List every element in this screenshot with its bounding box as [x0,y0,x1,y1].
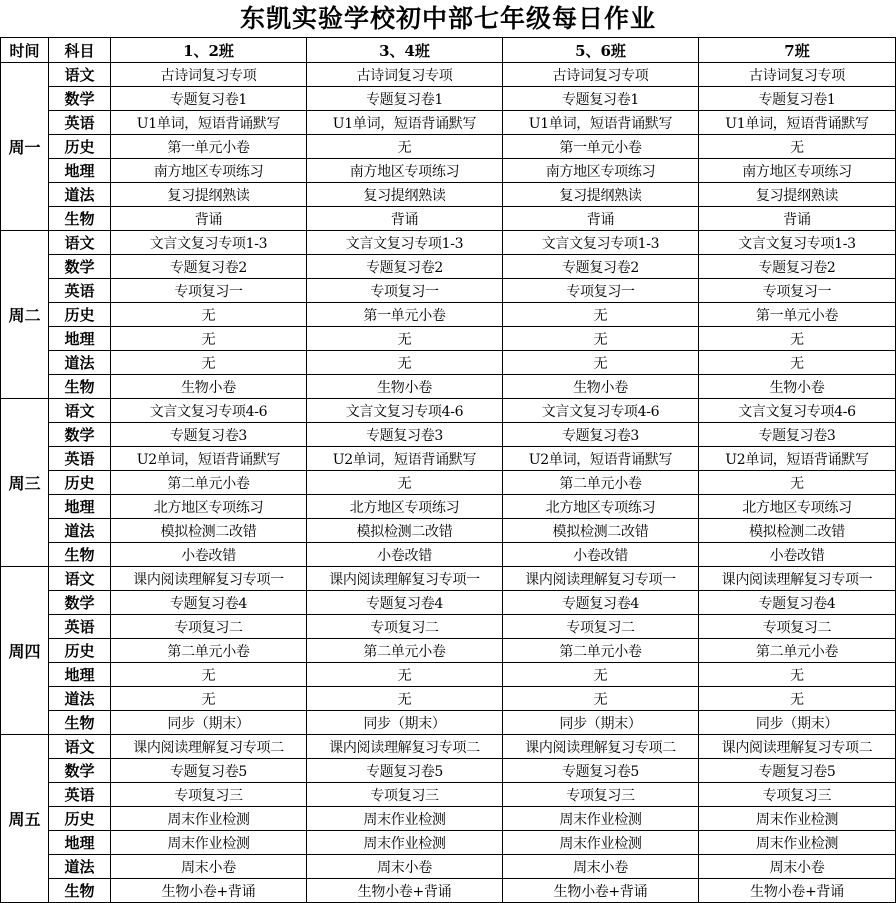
table-row [1,663,896,687]
subject-label: 数学 [49,759,111,783]
homework-cell: 第一单元小卷 [503,135,699,159]
table-row [1,687,896,711]
homework-cell: 北方地区专项练习 [111,495,307,519]
homework-cell: 文言文复习专项1-3 [307,231,503,255]
homework-cell: 专项复习三 [111,783,307,807]
subject-label: 地理 [49,159,111,183]
table-row [1,231,896,255]
homework-cell: 专题复习卷4 [307,591,503,615]
subject-label: 英语 [49,615,111,639]
homework-cell: 南方地区专项练习 [503,159,699,183]
subject-label: 生物 [49,375,111,399]
homework-cell: 无 [503,351,699,375]
homework-cell: 生物小卷 [307,375,503,399]
column-header-time: 时间 [1,38,49,63]
homework-cell: 同步（期末） [503,711,699,735]
homework-cell: 周末作业检测 [111,831,307,855]
subject-label: 英语 [49,447,111,471]
homework-cell: 专题复习卷3 [699,423,896,447]
homework-cell: 专项复习一 [699,279,896,303]
subject-label: 生物 [49,207,111,231]
homework-cell: 无 [503,663,699,687]
homework-cell: 周末小卷 [503,855,699,879]
table-row [1,351,896,375]
table-row [1,207,896,231]
subject-label: 生物 [49,711,111,735]
homework-cell: 无 [699,687,896,711]
homework-cell: 文言文复习专项1-3 [699,231,896,255]
homework-cell: U1单词，短语背诵默写 [307,111,503,135]
homework-cell: 无 [503,327,699,351]
homework-cell: U1单词，短语背诵默写 [503,111,699,135]
homework-cell: 专题复习卷5 [503,759,699,783]
homework-cell: 生物小卷 [503,375,699,399]
homework-cell: 第一单元小卷 [307,303,503,327]
homework-cell: 专题复习卷1 [699,87,896,111]
subject-label: 历史 [49,135,111,159]
homework-cell: 专项复习二 [111,615,307,639]
subject-label: 道法 [49,687,111,711]
homework-cell: 专题复习卷3 [503,423,699,447]
homework-cell: 专项复习二 [307,615,503,639]
subject-label: 数学 [49,423,111,447]
page-title: 东凯实验学校初中部七年级每日作业 [239,4,656,33]
homework-cell: 小卷改错 [111,543,307,567]
homework-cell: 课内阅读理解复习专项一 [307,567,503,591]
table-row [1,63,896,87]
homework-cell: 周末作业检测 [307,831,503,855]
table-row [1,567,896,591]
homework-cell: 文言文复习专项4-6 [111,399,307,423]
homework-cell: 周末小卷 [699,855,896,879]
homework-cell: 专题复习卷1 [503,87,699,111]
homework-cell: 第二单元小卷 [307,639,503,663]
day-label: 周三 [1,399,49,567]
homework-cell: 生物小卷+背诵 [307,879,503,903]
table-header-row [1,38,896,63]
homework-cell: 古诗词复习专项 [307,63,503,87]
subject-label: 历史 [49,303,111,327]
homework-cell: 专题复习卷2 [111,255,307,279]
homework-cell: 同步（期末） [699,711,896,735]
homework-cell: 无 [307,663,503,687]
homework-cell: 专题复习卷3 [307,423,503,447]
homework-cell: 生物小卷+背诵 [503,879,699,903]
homework-cell: 北方地区专项练习 [503,495,699,519]
homework-cell: 生物小卷 [111,375,307,399]
homework-cell: U2单词，短语背诵默写 [307,447,503,471]
homework-cell: 生物小卷 [699,375,896,399]
day-label: 周五 [1,735,49,903]
homework-cell: 文言文复习专项4-6 [503,399,699,423]
homework-cell: 课内阅读理解复习专项二 [699,735,896,759]
homework-cell: 专题复习卷3 [111,423,307,447]
homework-cell: 第一单元小卷 [111,135,307,159]
homework-cell: 古诗词复习专项 [503,63,699,87]
day-label: 周四 [1,567,49,735]
homework-cell: 复习提纲熟读 [503,183,699,207]
table-row [1,711,896,735]
table-row [1,375,896,399]
subject-label: 地理 [49,327,111,351]
column-header-class-3-4: 3、4班 [307,38,503,63]
homework-cell: 无 [111,351,307,375]
homework-cell: 小卷改错 [503,543,699,567]
homework-cell: 无 [307,351,503,375]
homework-cell: 文言文复习专项4-6 [699,399,896,423]
subject-label: 数学 [49,591,111,615]
homework-cell: 南方地区专项练习 [111,159,307,183]
table-row [1,303,896,327]
homework-cell: 无 [111,303,307,327]
homework-cell: 古诗词复习专项 [699,63,896,87]
day-label: 周一 [1,63,49,231]
homework-cell: 周末作业检测 [111,807,307,831]
homework-cell: 第二单元小卷 [111,471,307,495]
homework-cell: 专项复习三 [699,783,896,807]
table-body [1,63,896,903]
column-header-class-1-2: 1、2班 [111,38,307,63]
homework-cell: 生物小卷+背诵 [111,879,307,903]
table-row [1,255,896,279]
homework-cell: 第二单元小卷 [699,639,896,663]
table-row [1,135,896,159]
homework-cell: 专题复习卷5 [699,759,896,783]
table-row [1,87,896,111]
column-header-class-5-6: 5、6班 [503,38,699,63]
subject-label: 历史 [49,471,111,495]
homework-cell: 无 [307,687,503,711]
homework-cell: 无 [111,327,307,351]
homework-cell: 复习提纲熟读 [699,183,896,207]
table-row [1,519,896,543]
homework-cell: 专项复习一 [111,279,307,303]
homework-cell: 周末小卷 [111,855,307,879]
homework-cell: 专题复习卷5 [111,759,307,783]
homework-cell: U1单词，短语背诵默写 [111,111,307,135]
homework-cell: 无 [307,471,503,495]
subject-label: 语文 [49,567,111,591]
homework-cell: 专题复习卷5 [307,759,503,783]
table-row [1,591,896,615]
homework-cell: 课内阅读理解复习专项二 [307,735,503,759]
homework-cell: 北方地区专项练习 [699,495,896,519]
subject-label: 英语 [49,279,111,303]
table-row [1,471,896,495]
subject-label: 地理 [49,495,111,519]
homework-cell: 同步（期末） [111,711,307,735]
table-row [1,183,896,207]
homework-cell: U2单词，短语背诵默写 [503,447,699,471]
subject-label: 道法 [49,351,111,375]
homework-cell: 无 [307,327,503,351]
homework-cell: 课内阅读理解复习专项一 [699,567,896,591]
homework-cell: 背诵 [699,207,896,231]
subject-label: 英语 [49,111,111,135]
homework-cell: 无 [503,687,699,711]
table-row [1,639,896,663]
homework-cell: 课内阅读理解复习专项一 [503,567,699,591]
subject-label: 语文 [49,399,111,423]
homework-cell: 第二单元小卷 [111,639,307,663]
homework-cell: 课内阅读理解复习专项二 [111,735,307,759]
subject-label: 道法 [49,183,111,207]
homework-cell: 课内阅读理解复习专项二 [503,735,699,759]
table-row [1,423,896,447]
subject-label: 历史 [49,639,111,663]
table-row [1,783,896,807]
table-row [1,399,896,423]
table-row [1,279,896,303]
homework-cell: 专项复习三 [503,783,699,807]
table-row [1,855,896,879]
homework-cell: 无 [503,303,699,327]
homework-cell: 专项复习二 [503,615,699,639]
homework-cell: 周末作业检测 [699,807,896,831]
homework-cell: 专题复习卷2 [307,255,503,279]
homework-cell: 背诵 [503,207,699,231]
homework-cell: 文言文复习专项1-3 [503,231,699,255]
homework-cell: U2单词，短语背诵默写 [111,447,307,471]
homework-cell: 文言文复习专项1-3 [111,231,307,255]
table-row [1,327,896,351]
homework-cell: 小卷改错 [307,543,503,567]
table-row [1,615,896,639]
homework-cell: 无 [111,687,307,711]
subject-label: 历史 [49,807,111,831]
table-row [1,807,896,831]
homework-cell: 南方地区专项练习 [307,159,503,183]
homework-cell: 专题复习卷2 [503,255,699,279]
subject-label: 道法 [49,855,111,879]
homework-cell: 无 [699,327,896,351]
table-row [1,759,896,783]
subject-label: 数学 [49,87,111,111]
table-row [1,831,896,855]
homework-cell: 周末作业检测 [503,807,699,831]
homework-cell: 专题复习卷4 [503,591,699,615]
homework-cell: 模拟检测二改错 [307,519,503,543]
homework-cell: 周末作业检测 [503,831,699,855]
homework-cell: 文言文复习专项4-6 [307,399,503,423]
subject-label: 生物 [49,543,111,567]
homework-cell: 无 [699,471,896,495]
homework-cell: 小卷改错 [699,543,896,567]
homework-cell: 古诗词复习专项 [111,63,307,87]
subject-label: 语文 [49,63,111,87]
homework-cell: 周末作业检测 [699,831,896,855]
table-row [1,735,896,759]
homework-cell: 专题复习卷2 [699,255,896,279]
homework-cell: 第一单元小卷 [699,303,896,327]
homework-cell: 专项复习一 [503,279,699,303]
subject-label: 数学 [49,255,111,279]
homework-cell: 同步（期末） [307,711,503,735]
homework-cell: 无 [111,663,307,687]
table-row [1,495,896,519]
subject-label: 地理 [49,831,111,855]
homework-cell: 周末小卷 [307,855,503,879]
homework-cell: 生物小卷+背诵 [699,879,896,903]
homework-cell: 专项复习一 [307,279,503,303]
column-header-class-7: 7班 [699,38,896,63]
subject-label: 地理 [49,663,111,687]
subject-label: 生物 [49,879,111,903]
homework-cell: 模拟检测二改错 [699,519,896,543]
column-header-subject: 科目 [49,38,111,63]
homework-cell: 无 [699,663,896,687]
homework-cell: 专项复习三 [307,783,503,807]
homework-cell: 无 [307,135,503,159]
homework-cell: 专题复习卷4 [111,591,307,615]
homework-cell: 第二单元小卷 [503,471,699,495]
homework-table [0,37,896,903]
homework-cell: 课内阅读理解复习专项一 [111,567,307,591]
homework-cell: 南方地区专项练习 [699,159,896,183]
homework-cell: 无 [699,351,896,375]
homework-cell: 专题复习卷1 [307,87,503,111]
homework-cell: U2单词，短语背诵默写 [699,447,896,471]
subject-label: 语文 [49,735,111,759]
table-row [1,879,896,903]
table-row [1,447,896,471]
day-label: 周二 [1,231,49,399]
table-row [1,111,896,135]
homework-cell: 北方地区专项练习 [307,495,503,519]
subject-label: 道法 [49,519,111,543]
homework-cell: 复习提纲熟读 [307,183,503,207]
homework-cell: U1单词，短语背诵默写 [699,111,896,135]
homework-cell: 专题复习卷4 [699,591,896,615]
homework-cell: 模拟检测二改错 [503,519,699,543]
subject-label: 英语 [49,783,111,807]
subject-label: 语文 [49,231,111,255]
homework-cell: 专项复习二 [699,615,896,639]
homework-cell: 模拟检测二改错 [111,519,307,543]
homework-cell: 背诵 [307,207,503,231]
homework-cell: 无 [699,135,896,159]
homework-cell: 第二单元小卷 [503,639,699,663]
table-row [1,543,896,567]
homework-cell: 背诵 [111,207,307,231]
homework-cell: 复习提纲熟读 [111,183,307,207]
homework-cell: 专题复习卷1 [111,87,307,111]
table-row [1,159,896,183]
homework-cell: 周末作业检测 [307,807,503,831]
